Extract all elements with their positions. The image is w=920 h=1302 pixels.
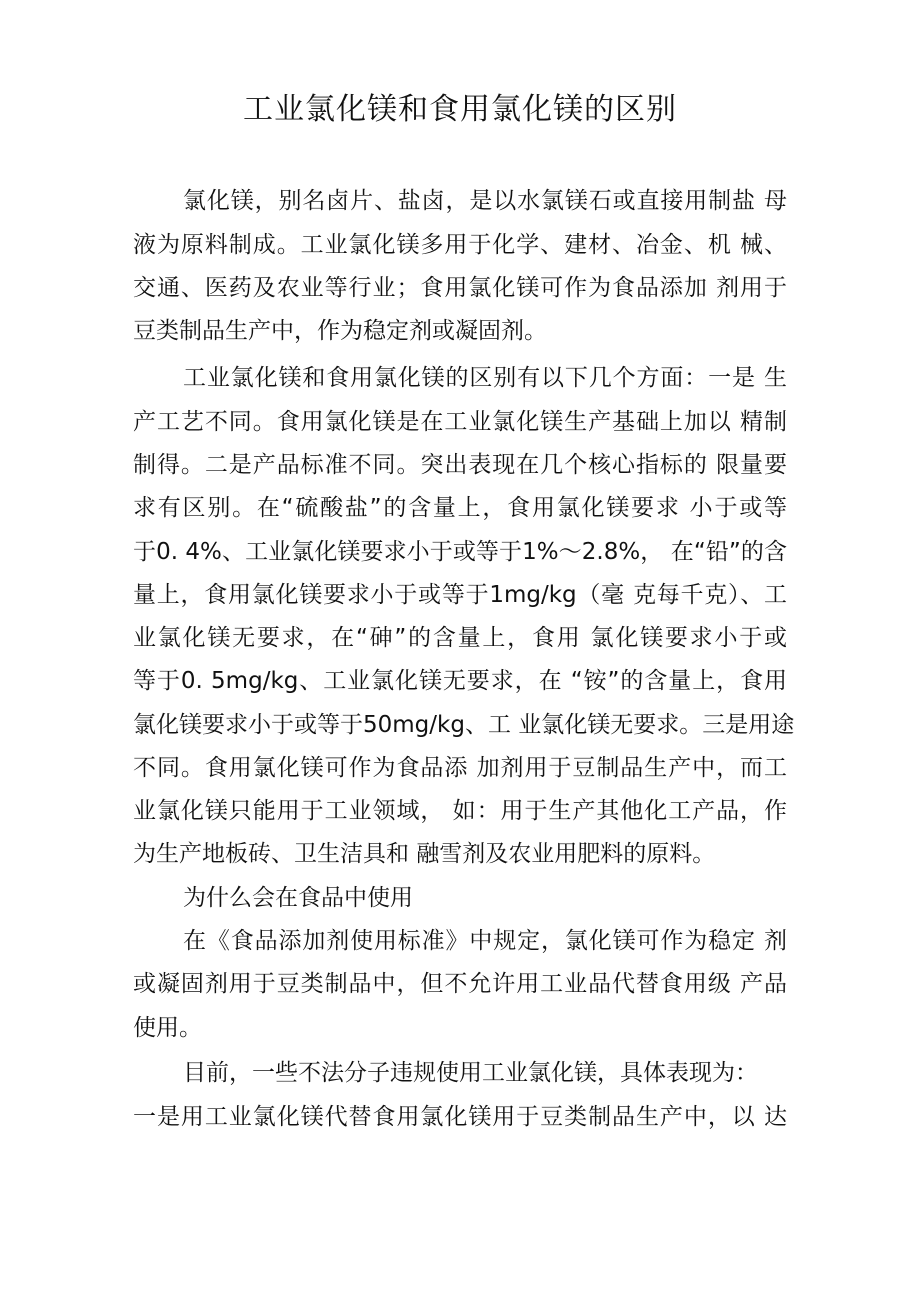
paragraph-3-line: 为什么会在食品中使用 bbox=[183, 885, 413, 911]
paragraph-2-line: 于0. 4%、工业氯化镁要求小于或等于1%～2.8%， 在“铅”的含 bbox=[133, 539, 787, 565]
paragraph-2-line: 求有区别。在“硫酸盐”的含量上，食用氯化镁要求 小于或等 bbox=[133, 495, 787, 521]
paragraph-5-line: 一是用工业氯化镁代替食用氯化镁用于豆类制品生产中，以 达 bbox=[133, 1104, 787, 1130]
paragraph-1-line: 交通、医药及农业等行业；食用氯化镁可作为食品添加 剂用于 bbox=[133, 275, 787, 301]
paragraph-2-line: 等于0. 5mg/kg、工业氯化镁无要求，在 “铵”的含量上，食用 bbox=[133, 668, 787, 694]
paragraph-2-line: 不同。食用氯化镁可作为食品添 加剂用于豆制品生产中，而工 bbox=[133, 755, 787, 781]
paragraph-2-line: 业氯化镁只能用于工业领域， 如：用于生产其他化工产品，作 bbox=[133, 798, 787, 824]
paragraph-2-line: 为生产地板砖、卫生洁具和 融雪剂及农业用肥料的原料。 bbox=[133, 841, 716, 867]
paragraph-2-line: 氯化镁要求小于或等于50mg/kg、工 业氯化镁无要求。三是用途 bbox=[133, 712, 795, 738]
paragraph-1-line: 豆类制品生产中，作为稳定剂或凝固剂。 bbox=[133, 318, 547, 344]
paragraph-4-line: 在《食品添加剂使用标准》中规定，氯化镁可作为稳定 剂 bbox=[183, 928, 787, 954]
document-title: 工业氯化镁和食用氯化镁的区别 bbox=[243, 92, 677, 127]
paragraph-4-line: 使用。 bbox=[133, 1015, 202, 1041]
paragraph-5-line: 目前，一些不法分子违规使用工业氯化镁，具体表现为： bbox=[183, 1060, 758, 1086]
paragraph-2-line: 业氯化镁无要求，在“砷”的含量上，食用 氯化镁要求小于或 bbox=[133, 625, 787, 651]
paragraph-1-line: 液为原料制成。工业氯化镁多用于化学、建材、冶金、机 械、 bbox=[133, 232, 787, 258]
paragraph-2-line: 工业氯化镁和食用氯化镁的区别有以下几个方面：一是 生 bbox=[183, 365, 787, 391]
paragraph-4-line: 或凝固剂用于豆类制品中，但不允许用工业品代替食用级 产品 bbox=[133, 971, 787, 997]
paragraph-2-line: 制得。二是产品标准不同。突出表现在几个核心指标的 限量要 bbox=[133, 452, 787, 478]
paragraph-1-line: 氯化镁，别名卤片、盐卤，是以水氯镁石或直接用制盐 母 bbox=[183, 188, 787, 214]
paragraph-2-line: 量上，食用氯化镁要求小于或等于1mg/kg（毫 克每千克）、工 bbox=[133, 582, 787, 608]
paragraph-2-line: 产工艺不同。食用氯化镁是在工业氯化镁生产基础上加以 精制 bbox=[133, 409, 787, 435]
